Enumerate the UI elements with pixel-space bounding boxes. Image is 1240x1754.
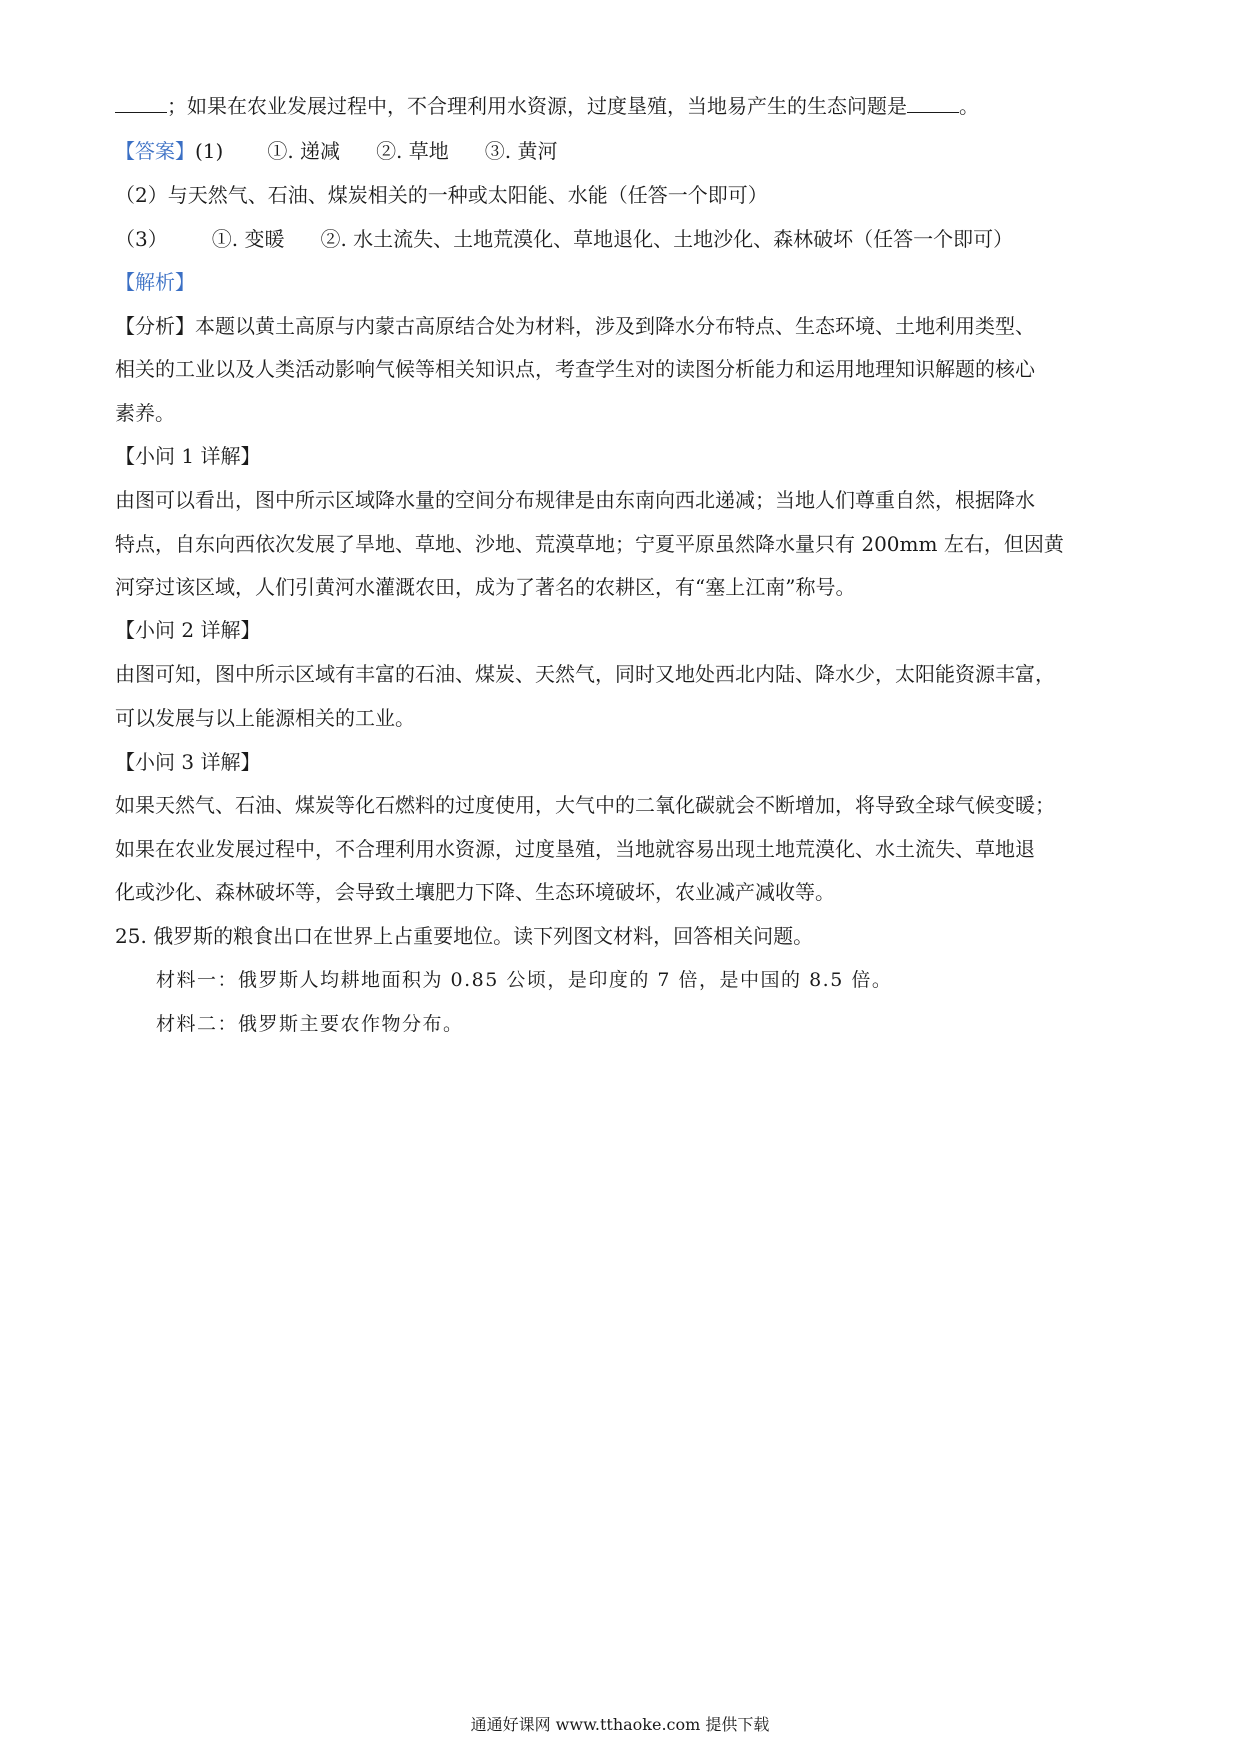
sub-question-2-title: 【小问 2 详解】	[115, 618, 261, 642]
sub-question-1-line: 由图可以看出，图中所示区域降水量的空间分布规律是由东南向西北递减；当地人们尊重自然，根据降水	[115, 488, 1035, 512]
sub-question-1-line: 特点，自东向西依次发展了旱地、草地、沙地、荒漠草地；宁夏平原虽然降水量只有 200mm 左右，但因黄	[115, 532, 1064, 556]
sub-question-1-title: 【小问 1 详解】	[115, 444, 261, 468]
analysis-paragraph-line: 【分析】本题以黄土高原与内蒙古高原结合处为材料，涉及到降水分布特点、生态环境、土地利用类型、	[115, 314, 1035, 338]
sub-question-3-line: 如果在农业发展过程中，不合理利用水资源，过度垦殖，当地就容易出现土地荒漠化、水土流失、草地退	[115, 837, 1035, 861]
material-2: 材料二：俄罗斯主要农作物分布。	[156, 1013, 464, 1035]
answer-part3: （3） ①. 变暖 ②. 水土流失、土地荒漠化、草地退化、土地沙化、森林破坏（任答一个即可）	[115, 227, 1014, 251]
material-1: 材料一：俄罗斯人均耕地面积为 0.85 公顷，是印度的 7 倍，是中国的 8.5 倍。	[156, 969, 893, 991]
sub-question-2-line: 由图可知，图中所示区域有丰富的石油、煤炭、天然气，同时又地处西北内陆、降水少，太阳能资源丰富，	[115, 662, 1055, 686]
answer-item: ②. 水土流失、土地荒漠化、草地退化、土地沙化、森林破坏（任答一个即可）	[320, 227, 1014, 251]
question-24-tail: ；如果在农业发展过程中，不合理利用水资源，过度垦殖，当地易产生的生态问题是 。	[115, 92, 1135, 120]
answer-item: ①. 变暖	[211, 227, 285, 251]
sub-question-3-line: 如果天然气、石油、煤炭等化石燃料的过度使用，大气中的二氧化碳就会不断增加，将导致全球气候变暖；	[115, 793, 1055, 817]
page-footer: 通通好课网 www.tthaoke.com 提供下载	[470, 1715, 770, 1734]
answer-blank	[115, 94, 167, 113]
sub-question-3-title: 【小问 3 详解】	[115, 750, 261, 774]
answer-part1: 【答案】(1) ①. 递减 ②. 草地 ③. 黄河	[115, 139, 558, 163]
answer-blank	[907, 94, 959, 113]
answer-item: ①. 递减	[267, 139, 341, 163]
sub-question-1-line: 河穿过该区域，人们引黄河水灌溉农田，成为了著名的农耕区，有“塞上江南”称号。	[115, 575, 856, 599]
analysis-paragraph-line: 素养。	[115, 401, 175, 425]
sub-question-2-line: 可以发展与以上能源相关的工业。	[115, 706, 415, 730]
analysis-paragraph-line: 相关的工业以及人类活动影响气候等相关知识点，考查学生对的读图分析能力和运用地理知识解题的核心	[115, 357, 1035, 381]
answer-item: ②. 草地	[376, 139, 449, 163]
question-25-stem: 25. 俄罗斯的粮食出口在世界上占重要地位。读下列图文材料，回答相关问题。	[115, 924, 814, 948]
analysis-tag: 【解析】	[115, 270, 195, 294]
sub-question-3-line: 化或沙化、森林破坏等，会导致土壤肥力下降、生态环境破坏，农业减产减收等。	[115, 880, 835, 904]
answer-part2: （2）与天然气、石油、煤炭相关的一种或太阳能、水能（任答一个即可）	[115, 183, 768, 207]
answer-item: ③. 黄河	[484, 139, 558, 163]
answer-tag: 【答案】	[115, 139, 195, 163]
